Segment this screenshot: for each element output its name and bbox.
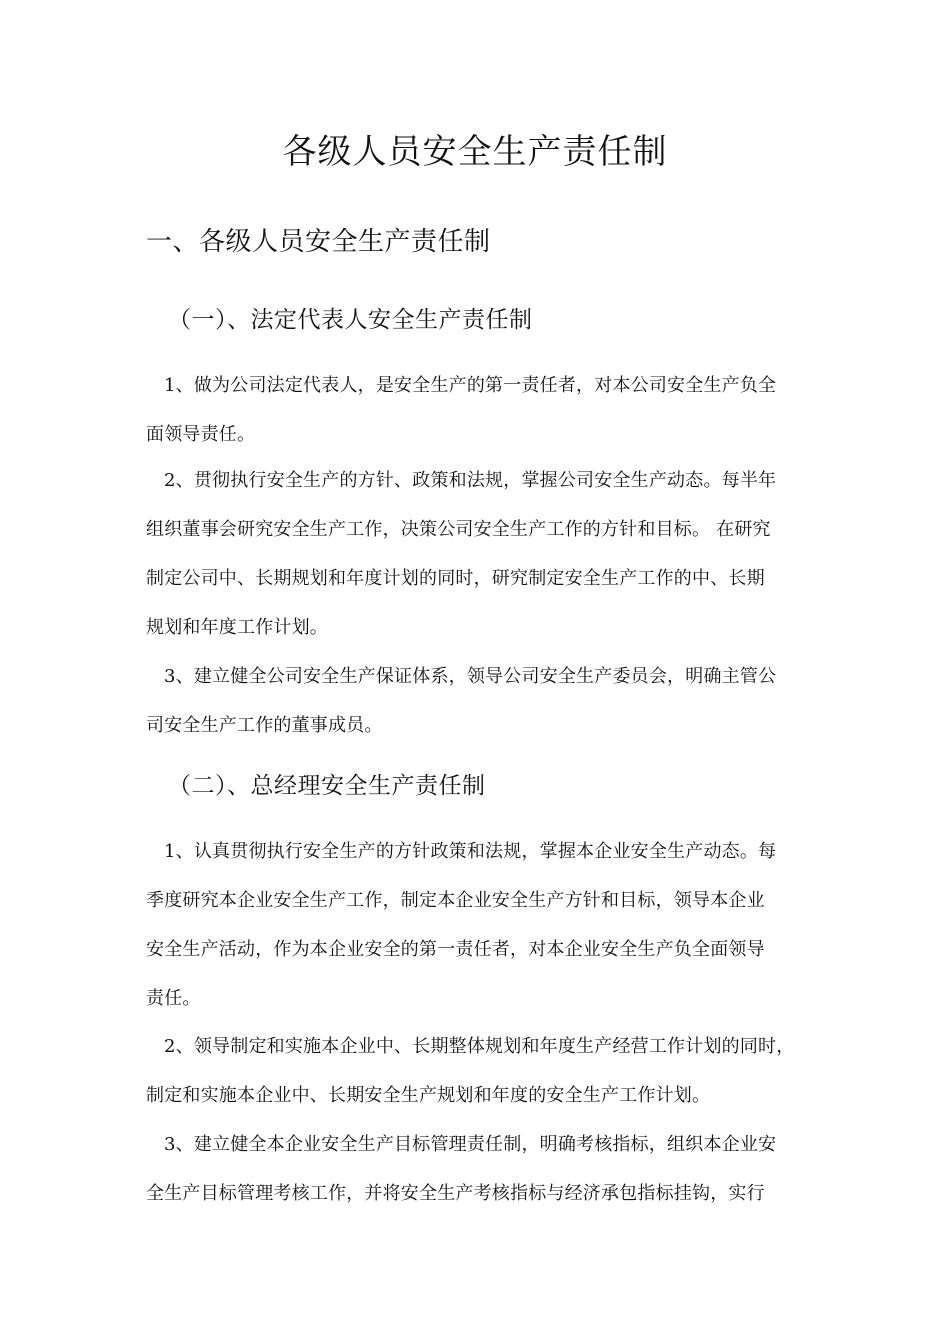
text-line: 面领导责任。 — [146, 424, 256, 445]
paragraph-gm-1 — [146, 827, 808, 1023]
paragraph-legal-rep-2 — [146, 456, 808, 652]
paragraph-legal-rep-1 — [146, 361, 808, 459]
document-title: 各级人员安全生产责任制 — [282, 132, 668, 172]
text-line: 2、领导制定和实施本企业中、长期整体规划和年度生产经营工作计划的同时， — [164, 1036, 795, 1057]
section-heading-1: 一、各级人员安全生产责任制 — [146, 227, 491, 257]
text-line: 制定和实施本企业中、长期安全生产规划和年度的安全生产工作计划。 — [146, 1085, 711, 1106]
text-line: 3、建立健全本企业安全生产目标管理责任制，明确考核指标，组织本企业安 — [164, 1134, 777, 1155]
paragraph-legal-rep-3 — [146, 652, 808, 750]
text-line: 责任。 — [146, 988, 201, 1009]
text-line: 组织董事会研究安全生产工作，决策公司安全生产工作的方针和目标。 在研究 — [146, 519, 771, 540]
text-line: 1、做为公司法定代表人，是安全生产的第一责任者，对本公司安全生产负全 — [164, 375, 777, 396]
text-line: 规划和年度工作计划。 — [146, 617, 328, 638]
text-line: 季度研究本企业安全生产工作，制定本企业安全生产方针和目标，领导本企业 — [146, 890, 765, 911]
text-line: 全生产目标管理考核工作，并将安全生产考核指标与经济承包指标挂钩，实行 — [146, 1183, 765, 1204]
subsection-heading-legal-rep: （一）、法定代表人安全生产责任制 — [168, 307, 533, 333]
text-line: 2、贯彻执行安全生产的方针、政策和法规，掌握公司安全生产动态。每半年 — [164, 470, 777, 491]
paragraph-gm-2 — [146, 1022, 808, 1120]
paragraph-gm-3 — [146, 1120, 808, 1218]
subsection-heading-general-manager: （二）、总经理安全生产责任制 — [168, 773, 486, 799]
text-line: 制定公司中、长期规划和年度计划的同时，研究制定安全生产工作的中、长期 — [146, 568, 765, 589]
text-line: 3、建立健全公司安全生产保证体系，领导公司安全生产委员会，明确主管公 — [164, 666, 777, 687]
text-line: 司安全生产工作的董事成员。 — [146, 715, 383, 736]
text-line: 1、认真贯彻执行安全生产的方针政策和法规，掌握本企业安全生产动态。每 — [164, 841, 777, 862]
text-line: 安全生产活动，作为本企业安全的第一责任者，对本企业安全生产负全面领导 — [146, 939, 765, 960]
